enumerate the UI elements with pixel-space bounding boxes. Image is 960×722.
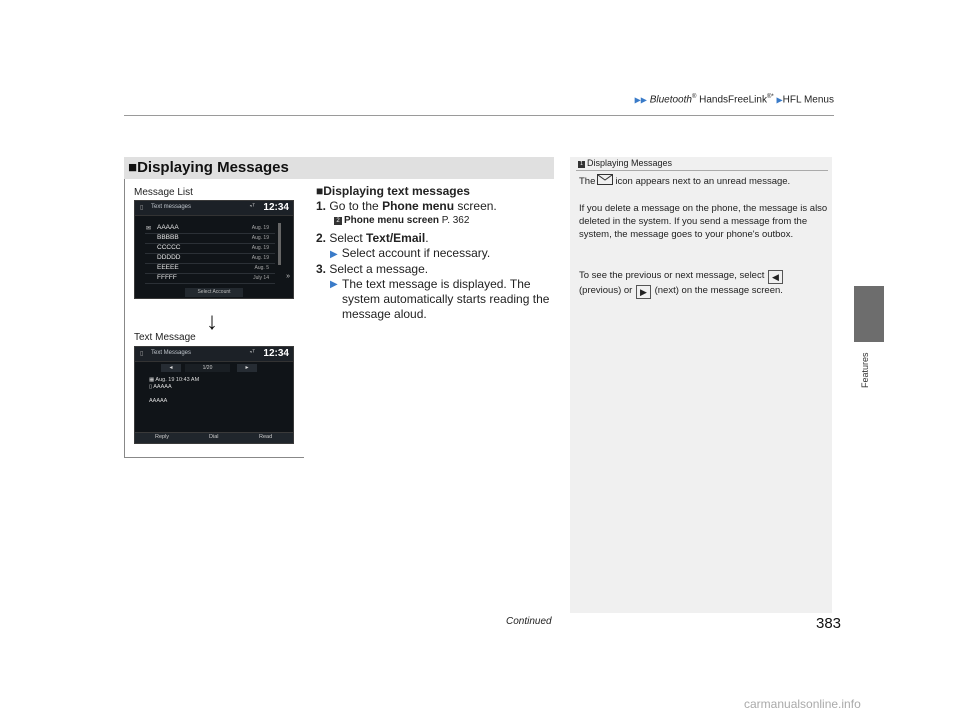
message-sender: ▯ AAAAA xyxy=(149,384,172,390)
result-arrow-icon: ▶ xyxy=(330,249,338,260)
next-button-icon: ▶ xyxy=(636,285,651,299)
list-item[interactable]: FFFFF July 14 xyxy=(145,273,275,284)
result-arrow-icon: ▶ xyxy=(330,279,338,290)
message-date: ▦ Aug. 19 10:43 AM xyxy=(149,377,200,383)
envelope-icon xyxy=(597,174,613,185)
note-rule xyxy=(576,170,828,171)
page-number: 383 xyxy=(816,615,842,632)
message-pager xyxy=(155,364,260,373)
read-button[interactable]: Read xyxy=(259,434,273,440)
list-item[interactable]: BBBBB Aug. 19 xyxy=(145,233,275,244)
step-2: 2. Select Text/Email. xyxy=(316,231,429,245)
arrow-down-icon: ↓ xyxy=(206,308,218,335)
note-paragraph: To see the previous or next message, select ◀ (previous) or ▶ (next) on the message screen. xyxy=(579,270,783,297)
list-item[interactable]: CCCCC Aug. 19 xyxy=(145,243,275,254)
envelope-icon: ✉ xyxy=(146,226,152,232)
reply-button[interactable]: Reply xyxy=(155,434,170,440)
screen-clock: 12:34 xyxy=(263,348,289,359)
page-indicator: 1/20 xyxy=(185,364,230,372)
calendar-icon: ▦ xyxy=(149,377,156,383)
phone-icon: ▯ xyxy=(140,205,144,211)
reference-icon: 2 xyxy=(334,217,342,225)
step-1: 1. Go to the Phone menu screen. xyxy=(316,199,497,213)
breadcrumb: ▶▶ Bluetooth® HandsFreeLink®* ▶HFL Menus xyxy=(634,94,834,106)
step-3: 3. Select a message. xyxy=(316,262,429,276)
breadcrumb-arrow-icon: ▶▶ xyxy=(634,95,647,105)
step-2-result: ▶ Select account if necessary. xyxy=(330,246,491,260)
screen-header xyxy=(135,201,293,216)
caption-message-list: Message List xyxy=(134,187,193,198)
select-account-button[interactable]: Select Account xyxy=(185,288,243,297)
caption-text-message: Text Message xyxy=(134,332,196,343)
message-list-screen xyxy=(134,200,294,299)
cross-reference[interactable]: 2 Phone menu screen P. 362 xyxy=(334,215,469,226)
subheading: ■Displaying text messages xyxy=(316,184,470,198)
header-rule xyxy=(124,115,834,116)
chapter-tab[interactable] xyxy=(854,286,884,342)
next-button[interactable]: ▸ xyxy=(237,364,257,372)
list-item[interactable]: EEEEE Aug. 5 xyxy=(145,263,275,274)
scrollbar[interactable] xyxy=(278,223,281,265)
note-heading: 1 Displaying Messages xyxy=(578,158,672,168)
softkey-bar xyxy=(135,432,293,443)
note-paragraph: If you delete a message on the phone, the message is also deleted in the system. If you send a message from the system, the message goes to your phone's outbox. xyxy=(579,203,828,240)
section-title: ■Displaying Messages xyxy=(128,159,289,176)
signal-icon: ◔ᵀ xyxy=(248,204,255,210)
text-message-screen xyxy=(134,346,294,444)
screen-clock: 12:34 xyxy=(263,202,289,213)
list-item[interactable]: ✉ AAAAA Aug. 19 xyxy=(145,223,275,234)
screen-title: Text messages xyxy=(151,204,192,210)
breadcrumb-arrow-icon: ▶ xyxy=(776,95,783,105)
previous-button[interactable]: ◂ xyxy=(161,364,181,372)
message-body: AAAAA xyxy=(149,398,168,404)
breadcrumb-hfl: HandsFreeLink xyxy=(696,94,767,106)
person-icon: ▯ xyxy=(149,384,154,390)
signal-icon: ◔ᵀ xyxy=(248,350,255,356)
step-3-result: ▶ The text message is displayed. The system automatically starts reading the message aloud. xyxy=(330,277,550,321)
screen-title: Text Messages xyxy=(151,350,192,356)
chevron-down-icon[interactable]: » xyxy=(286,273,290,280)
watermark: carmanualsonline.info xyxy=(744,697,861,711)
breadcrumb-bluetooth: Bluetooth xyxy=(649,94,692,106)
previous-button-icon: ◀ xyxy=(768,270,783,284)
chapter-label: Features xyxy=(860,352,870,388)
screen-header xyxy=(135,347,293,362)
note-icon: 1 xyxy=(578,161,585,168)
phone-icon: ▯ xyxy=(140,351,144,357)
continued-label: Continued xyxy=(506,616,552,627)
breadcrumb-hfl-menus: HFL Menus xyxy=(782,94,834,106)
list-item[interactable]: DDDDD Aug. 19 xyxy=(145,253,275,264)
note-paragraph: The icon appears next to an unread message. xyxy=(579,176,791,187)
dial-button[interactable]: Dial xyxy=(209,434,219,440)
